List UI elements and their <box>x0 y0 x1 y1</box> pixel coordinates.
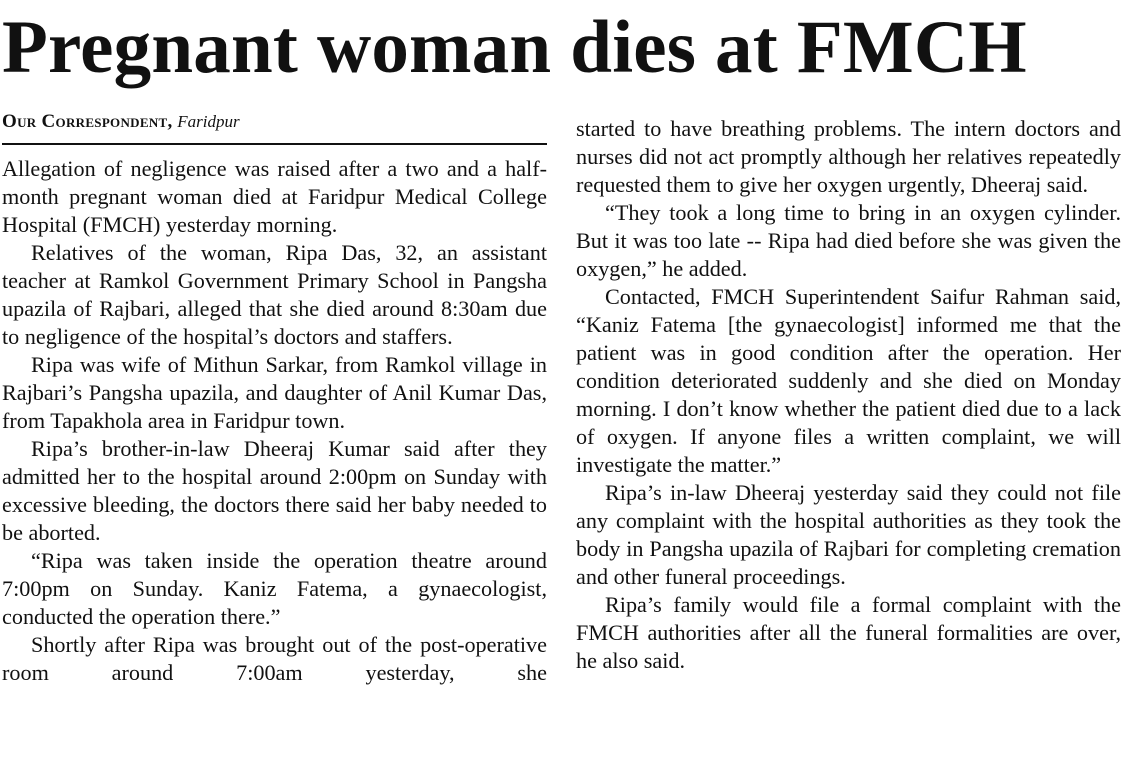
byline-location: Faridpur <box>177 112 240 131</box>
paragraph: Ripa’s in-law Dheeraj yesterday said they could not file any complaint with the hospital authorities as they took the body in Pangsha upazila of Rajbari for completing cremation and other funeral proceedings. <box>576 480 1121 589</box>
paragraph: Ripa’s brother-in-law Dheeraj Kumar said after they admitted her to the hospital around 2:00pm on Sunday with excessive bleeding, the doctors there said her baby needed to be aborted. <box>2 436 547 545</box>
paragraph: Contacted, FMCH Superintendent Saifur Rahman said, “Kaniz Fatema [the gynaecologist] informed me that the patient was in good condition after the operation. Her condition deteriorated suddenly and she died on Monday morning. I don’t know whether the patient died due to a lack of oxygen. If anyone files a written complaint, we will investigate the matter.” <box>576 284 1121 477</box>
paragraph: Ripa’s family would file a formal complaint with the FMCH authorities after all the funeral formalities are over, he also said. <box>576 592 1121 673</box>
paragraph: Allegation of negligence was raised after a two and a half-month pregnant woman died at Faridpur Medical College Hospital (FMCH) yesterday morning. <box>2 156 547 237</box>
headline: Pregnant woman dies at FMCH <box>2 6 1027 89</box>
byline-author: Our Correspondent, <box>2 111 173 132</box>
article-column-left <box>2 155 547 687</box>
byline <box>2 109 547 135</box>
paragraph: Relatives of the woman, Ripa Das, 32, an assistant teacher at Ramkol Government Primary School in Pangsha upazila of Rajbari, alleged that she died around 8:30am due to negligence of the hospital’s doctors and staffers. <box>2 240 547 349</box>
paragraph: started to have breathing problems. The intern doctors and nurses did not act promptly although her relatives repeatedly requested them to give her oxygen urgently, Dheeraj said. <box>576 116 1121 197</box>
paragraph: “They took a long time to bring in an oxygen cylinder. But it was too late -- Ripa had died before she was given the oxygen,” he added. <box>576 200 1121 281</box>
paragraph: Shortly after Ripa was brought out of the post-operative room around 7:00am yesterday, she <box>2 632 547 685</box>
paragraph: Ripa was wife of Mithun Sarkar, from Ramkol village in Rajbari’s Pangsha upazila, and daughter of Anil Kumar Das, from Tapakhola area in Faridpur town. <box>2 352 547 433</box>
article-column-right <box>576 115 1121 675</box>
byline-divider <box>2 143 547 145</box>
paragraph: “Ripa was taken inside the operation theatre around 7:00pm on Sunday. Kaniz Fatema, a gynaecologist, conducted the operation there.” <box>2 548 547 629</box>
